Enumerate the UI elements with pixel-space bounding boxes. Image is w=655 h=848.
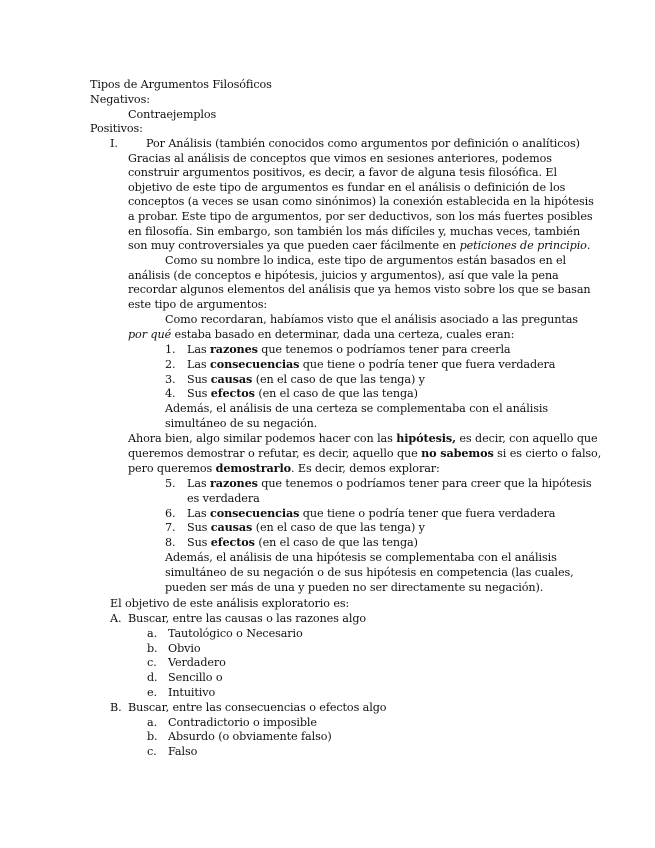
list-item-continuation: es verdadera	[187, 492, 260, 505]
sub-item-marker: a.	[147, 627, 158, 640]
positives-heading: Positivos:	[90, 122, 143, 135]
list-item: 3. Sus causas (en el caso de que las tenga) y	[165, 372, 425, 386]
sub-item: Verdadero	[168, 656, 226, 669]
paragraph-line: construir argumentos positivos, es decir, a favor de alguna tesis filosófica. El	[128, 166, 557, 179]
paragraph-line: Como su nombre lo indica, este tipo de argumentos están basados en el	[165, 254, 567, 267]
sub-item-marker: b.	[147, 642, 158, 655]
list-item: 1. Las razones que tenemos o podríamos tener para creerla	[165, 342, 511, 356]
paragraph-line: son muy controversiales ya que pueden caer fácilmente en peticiones de principio.	[128, 239, 591, 252]
document-title: Tipos de Argumentos Filosóficos	[90, 78, 272, 91]
paragraph-line: simultáneo de su negación.	[165, 417, 318, 430]
sub-item: Obvio	[168, 642, 201, 655]
negatives-item: Contraejemplos	[128, 108, 217, 121]
paragraph-line: en filosofía. Sin embargo, son también los más difíciles y, muchas veces, también	[128, 225, 581, 238]
paragraph-line: queremos demostrar o refutar, es decir, aquello que no sabemos si es cierto o falso,	[128, 446, 602, 460]
sub-item: Sencillo o	[168, 671, 223, 684]
paragraph-line: Además, el análisis de una certeza se complementaba con el análisis	[165, 402, 548, 415]
paragraph-line: pero queremos demostrarlo. Es decir, demos explorar:	[128, 461, 440, 475]
group-b-marker: B.	[110, 701, 122, 714]
sub-item-marker: c.	[147, 745, 157, 758]
paragraph-line: este tipo de argumentos:	[128, 298, 268, 311]
list-item: 8. Sus efectos (en el caso de que las tenga)	[165, 535, 418, 549]
paragraph-line: objetivo de este tipo de argumentos es fundar en el análisis o definición de los	[128, 181, 566, 194]
sub-item-marker: b.	[147, 730, 158, 743]
sub-item-marker: c.	[147, 656, 157, 669]
section-title: Por Análisis (también conocidos como argumentos por definición o analíticos)	[146, 137, 580, 150]
sub-item-marker: e.	[147, 686, 157, 699]
sub-item: Absurdo (o obviamente falso)	[168, 730, 332, 743]
paragraph-line: Gracias al análisis de conceptos que vimos en sesiones anteriores, podemos	[128, 152, 552, 165]
sub-item-marker: d.	[147, 671, 158, 684]
paragraph-line: Ahora bien, algo similar podemos hacer con las hipótesis, es decir, con aquello que	[128, 431, 598, 445]
paragraph-line: análisis (de conceptos e hipótesis, juicios y argumentos), así que vale la pena	[128, 269, 559, 282]
paragraph-line: recordar algunos elementos del análisis que ya hemos visto sobre los que se basan	[128, 283, 591, 296]
list-item: 2. Las consecuencias que tiene o podría tener que fuera verdadera	[165, 357, 556, 371]
paragraph-line: a probar. Este tipo de argumentos, por ser deductivos, son los más fuertes posibles	[128, 210, 593, 223]
sub-item-marker: a.	[147, 716, 158, 729]
objective-line: El objetivo de este análisis exploratorio es:	[110, 597, 350, 610]
group-a-title: Buscar, entre las causas o las razones algo	[128, 612, 367, 625]
list-item: 5. Las razones que tenemos o podríamos tener para creer que la hipótesis	[165, 476, 592, 490]
sub-item: Tautológico o Necesario	[168, 627, 303, 640]
sub-item: Intuitivo	[168, 686, 216, 699]
list-item: 6. Las consecuencias que tiene o podría tener que fuera verdadera	[165, 506, 556, 520]
paragraph-line: Como recordaran, habíamos visto que el análisis asociado a las preguntas	[165, 313, 578, 326]
emphasis-text: peticiones de principio	[459, 239, 587, 252]
group-a-marker: A.	[110, 612, 122, 625]
group-b-title: Buscar, entre las consecuencias o efectos algo	[128, 701, 387, 714]
paragraph-line: simultáneo de su negación o de sus hipótesis en competencia (las cuales,	[165, 566, 574, 579]
negatives-heading: Negativos:	[90, 93, 150, 106]
paragraph-line: pueden ser más de una y pueden no ser directamente su negación).	[165, 581, 544, 594]
sub-item: Falso	[168, 745, 198, 758]
emphasis-text: por qué	[128, 328, 172, 341]
paragraph-line: Además, el análisis de una hipótesis se complementaba con el análisis	[165, 551, 557, 564]
section-marker: I.	[110, 137, 118, 150]
list-item: 4. Sus efectos (en el caso de que las tenga)	[165, 386, 418, 400]
list-item: 7. Sus causas (en el caso de que las tenga) y	[165, 520, 425, 534]
paragraph-line: por qué estaba basado en determinar, dada una certeza, cuales eran:	[128, 328, 515, 341]
paragraph-line: conceptos (a veces se usan como sinónimos) la conexión establecida en la hipótesis	[128, 195, 594, 208]
sub-item: Contradictorio o imposible	[168, 716, 317, 729]
